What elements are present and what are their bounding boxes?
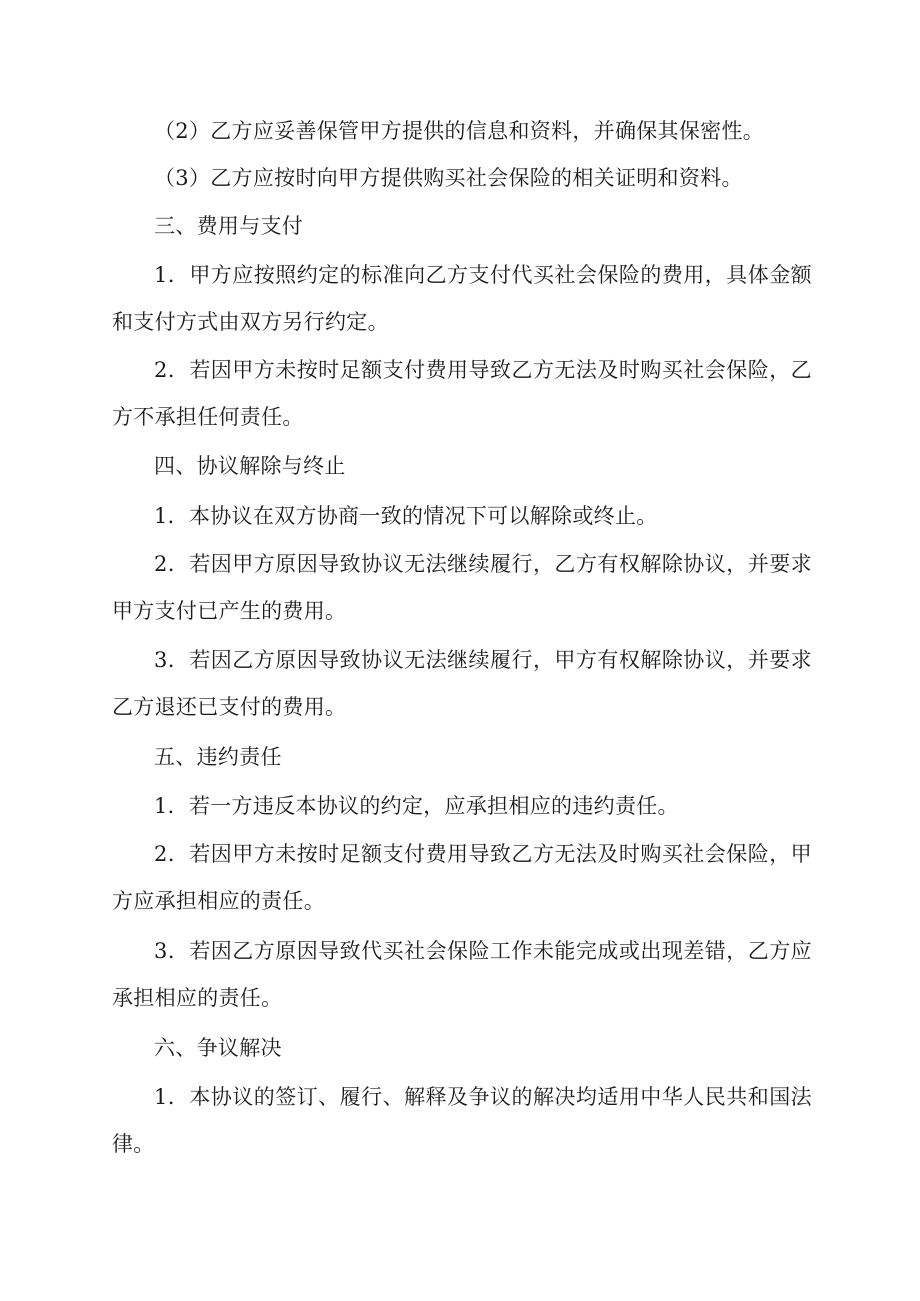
section-heading-termination: 四、协议解除与终止	[154, 454, 346, 478]
paragraph-party-b-breach: 3．若因乙方原因导致协议无法继续履行，甲方有权解除协议，并要求乙方退还已支付的费用。	[112, 648, 812, 719]
paragraph-confidentiality: （2）乙方应妥善保管甲方提供的信息和资料，并确保其保密性。	[154, 119, 765, 143]
paragraph-provide-proof: （3）乙方应按时向甲方提供购买社会保险的相关证明和资料。	[154, 166, 743, 190]
paragraph-party-b-liability: 3．若因乙方原因导致代买社会保险工作未能完成或出现差错，乙方应承担相应的责任。	[112, 939, 812, 1010]
paragraph-late-payment: 2．若因甲方未按时足额支付费用导致乙方无法及时购买社会保险，乙方不承担任何责任。	[112, 358, 812, 429]
paragraph-party-a-liability: 2．若因甲方未按时足额支付费用导致乙方无法及时购买社会保险，甲方应承担相应的责任。	[112, 842, 812, 913]
paragraph-governing-law: 1．本协议的签订、履行、解释及争议的解决均适用中华人民共和国法律。	[112, 1085, 812, 1156]
paragraph-party-a-breach: 2．若因甲方原因导致协议无法继续履行，乙方有权解除协议，并要求甲方支付已产生的费用。	[112, 552, 812, 623]
section-heading-liability: 五、违约责任	[154, 745, 282, 769]
section-heading-dispute: 六、争议解决	[154, 1036, 282, 1060]
paragraph-general-liability: 1．若一方违反本协议的约定，应承担相应的违约责任。	[154, 794, 679, 818]
paragraph-mutual-termination: 1．本协议在双方协商一致的情况下可以解除或终止。	[154, 504, 658, 528]
section-heading-fees: 三、费用与支付	[154, 214, 304, 238]
paragraph-fee-payment: 1．甲方应按照约定的标准向乙方支付代买社会保险的费用，具体金额和支付方式由双方另行约定。	[112, 263, 812, 334]
